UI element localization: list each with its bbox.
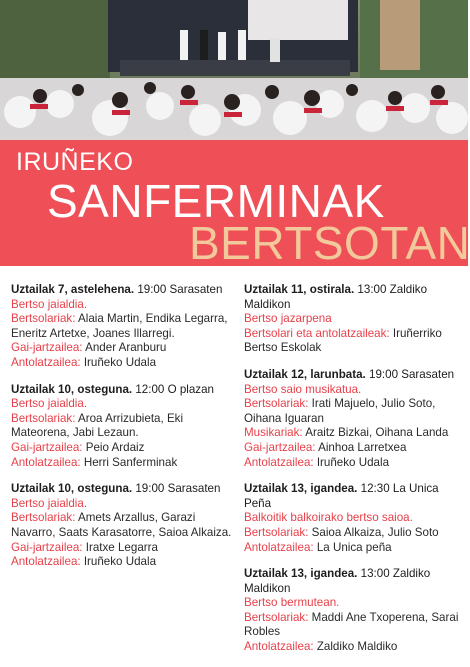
event-antolatzailea: Antolatzailea: Iruñeko Udala	[244, 455, 390, 469]
title-banner	[0, 140, 470, 269]
event-date: Uztailak 10, osteguna. 19:00 Sarasaten	[11, 482, 221, 496]
event-type: Balkoitik balkoirako bertso saioa.	[244, 511, 413, 525]
event-gai-jartzailea: Gai-jartzailea: Iratxe Legarra	[11, 540, 158, 554]
banner-city: IRUÑEKO	[16, 148, 134, 176]
banner-subtitle: BERTSOTAN	[189, 217, 470, 269]
event-gai-jartzailea: Gai-jartzailea: Ander Aranburu	[11, 341, 167, 355]
event-bertsolariak: Bertsolariak: Aroa Arrizubieta, Eki Mateorena, Jabi Lezaun.	[11, 411, 184, 440]
event-antolatzailea: Antolatzailea: Herri Sanferminak	[11, 455, 178, 469]
event-date: Uztailak 13, igandea. 13:00 Zaldiko Maldikon	[244, 567, 431, 595]
event-type: Bertso jazarpena	[244, 312, 332, 326]
event-type: Bertso bermutean.	[244, 596, 340, 610]
event-bertsolariak: Bertsolariak: Amets Arzallus, Garazi Navarro, Saats Karasatorre, Saioa Alkaiza.	[11, 511, 232, 539]
event-bertsolariak: Bertsolariak: Irati Majuelo, Julio Soto, Oihana Iguaran	[244, 397, 436, 425]
event-type: Bertso saio musikatua.	[244, 382, 362, 396]
event-type: Bertso jaialdia.	[11, 397, 88, 411]
event-antolatzailea: Antolatzailea: La Unica peña	[244, 540, 392, 554]
event-item	[11, 482, 235, 570]
event-bertsolariak: Bertsolariak: Saioa Alkaiza, Julio Soto	[244, 525, 439, 539]
banner-title: SANFERMINAK	[47, 175, 385, 227]
event-gai-jartzailea: Gai-jartzailea: Peio Ardaiz	[11, 440, 145, 454]
event-bertsolariak: Bertsolariak: Alaia Martin, Endika Legarra, Eneritz Artetxe, Joanes Illarregi.	[11, 312, 228, 340]
event-type: Bertso jaialdia.	[11, 297, 88, 311]
event-item	[11, 283, 235, 371]
event-antolatzailea: Antolatzailea: Iruñeko Udala	[11, 555, 157, 569]
event-item	[244, 567, 466, 655]
event-antolatzailea: Antolatzailea: Zaldiko Maldiko	[244, 640, 398, 654]
event-bertsolariak: Bertsolariak: Maddi Ane Txoperena, Sarai Robles	[244, 610, 459, 639]
event-date: Uztailak 7, astelehena. 19:00 Sarasaten	[11, 283, 223, 296]
event-musikariak: Musikariak: Araitz Bizkai, Oihana Landa	[244, 426, 449, 440]
event-item	[244, 283, 466, 356]
event-date: Uztailak 11, ostirala. 13:00 Zaldiko Maldikon	[244, 283, 428, 311]
event-item	[244, 482, 466, 555]
events-column-left	[11, 283, 235, 582]
event-item	[244, 368, 466, 470]
event-date: Uztailak 12, larunbata. 19:00 Sarasaten	[244, 367, 455, 381]
event-photo	[0, 0, 468, 140]
event-date: Uztailak 13, igandea. 12:30 La Unica Peña	[244, 482, 439, 510]
event-bertsolariak: Bertsolari eta antolatzaileak: Iruñerriko Bertso Eskolak	[244, 326, 442, 355]
crowd-photo-illustration	[0, 0, 468, 140]
event-antolatzailea: Antolatzailea: Iruñeko Udala	[11, 355, 157, 369]
events-column-right	[244, 283, 466, 667]
event-type: Bertso jaialdia.	[11, 496, 88, 510]
event-item	[11, 383, 235, 471]
event-date: Uztailak 10, osteguna. 12:00 O plazan	[11, 382, 214, 396]
event-gai-jartzailea: Gai-jartzailea: Ainhoa Larretxea	[244, 440, 407, 454]
